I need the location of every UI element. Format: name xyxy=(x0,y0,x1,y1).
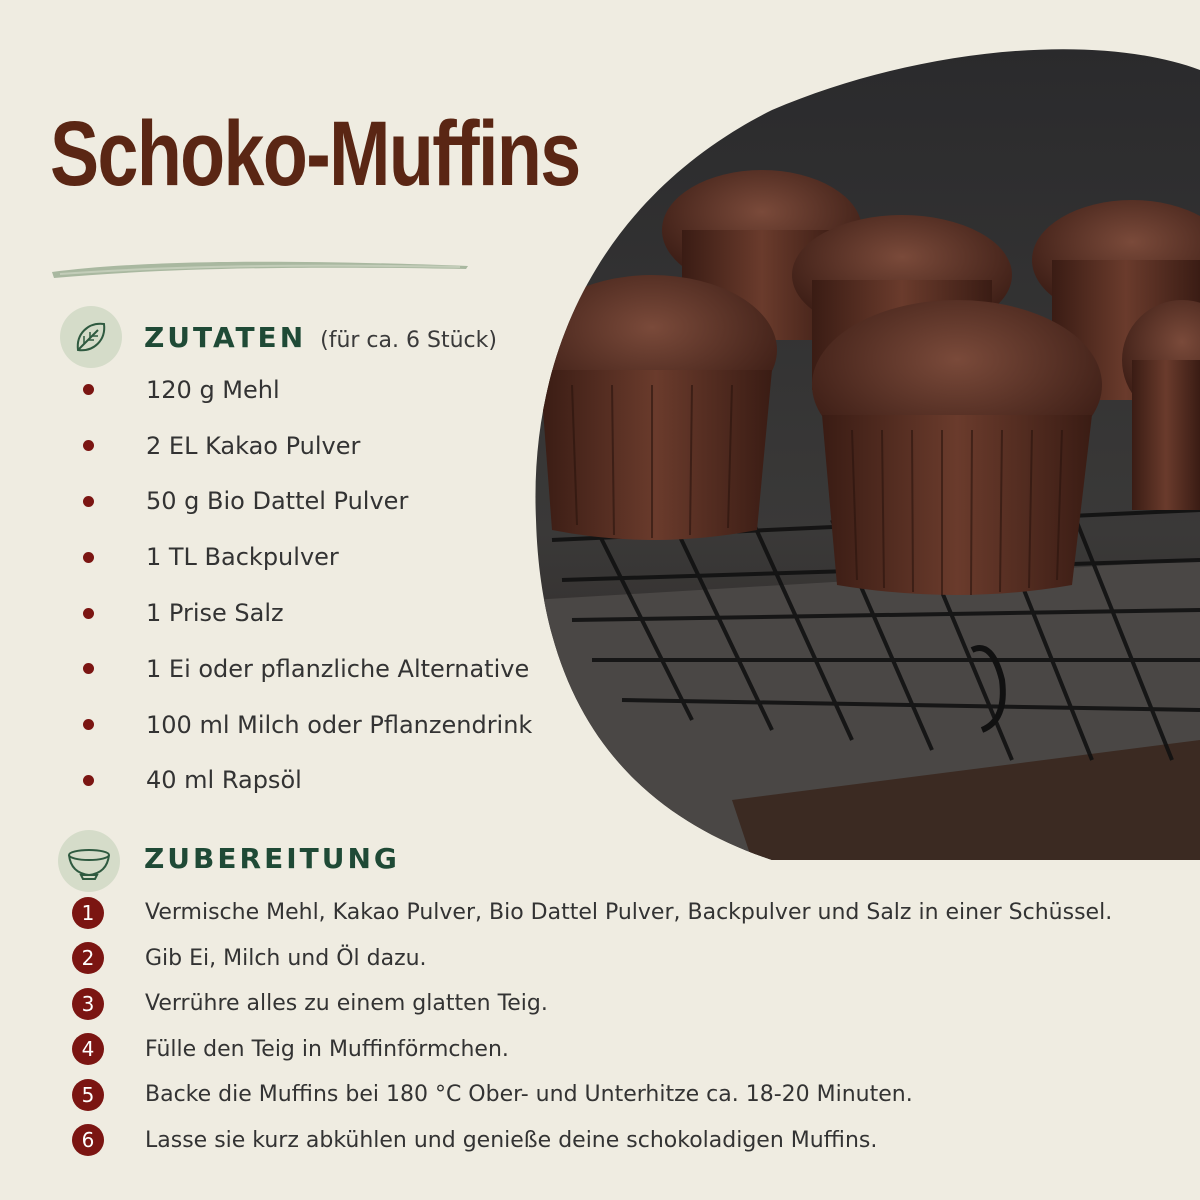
bullet-dot xyxy=(83,608,94,619)
page-title: Schoko-Muffins xyxy=(50,103,580,205)
ingredient-text: 120 g Mehl xyxy=(146,375,280,404)
step-number-badge: 1 xyxy=(72,897,104,929)
ingredient-text: 40 ml Rapsöl xyxy=(146,766,302,795)
bowl-icon xyxy=(66,841,112,881)
ingredient-text: 100 ml Milch oder Pflanzendrink xyxy=(146,710,533,739)
step-number-badge: 2 xyxy=(72,942,104,974)
bullet-dot xyxy=(83,496,94,507)
step-text: Backe die Muffins bei 180 °C Ober- und Unterhitze ca. 18-20 Minuten. xyxy=(145,1082,913,1108)
muffin-photo xyxy=(532,40,1200,860)
bullet-dot xyxy=(83,775,94,786)
brush-stroke-divider xyxy=(50,252,470,282)
step-number-badge: 3 xyxy=(72,988,104,1020)
ingredients-icon-circle xyxy=(60,306,122,368)
preparation-heading: ZUBEREITUNG xyxy=(144,842,400,875)
list-item xyxy=(0,981,1200,1027)
list-item xyxy=(0,1118,1200,1164)
step-number-badge: 5 xyxy=(72,1079,104,1111)
step-text: Verrühre alles zu einem glatten Teig. xyxy=(145,991,548,1017)
list-item xyxy=(0,1072,1200,1118)
ingredients-heading xyxy=(144,321,497,354)
bullet-dot xyxy=(83,719,94,730)
step-text: Fülle den Teig in Muffinförmchen. xyxy=(145,1036,509,1062)
ingredient-text: 1 TL Backpulver xyxy=(146,543,339,572)
step-text: Gib Ei, Milch und Öl dazu. xyxy=(145,945,427,971)
leaf-icon xyxy=(72,318,110,356)
ingredients-yield-note: (für ca. 6 Stück) xyxy=(320,328,497,353)
bullet-dot xyxy=(83,663,94,674)
bullet-dot xyxy=(83,384,94,395)
ingredient-text: 1 Ei oder pflanzliche Alternative xyxy=(146,654,530,683)
step-text: Lasse sie kurz abkühlen und genieße deine schokoladigen Muffins. xyxy=(145,1127,878,1153)
list-item xyxy=(0,1027,1200,1073)
list-item xyxy=(0,890,1200,936)
ingredient-text: 2 EL Kakao Pulver xyxy=(146,431,361,460)
ingredient-text: 50 g Bio Dattel Pulver xyxy=(146,487,409,516)
preparation-steps xyxy=(0,890,1200,1163)
ingredients-heading-text: ZUTATEN xyxy=(144,321,307,354)
step-text: Vermische Mehl, Kakao Pulver, Bio Dattel Pulver, Backpulver und Salz in einer Schüssel. xyxy=(145,900,1113,926)
ingredient-text: 1 Prise Salz xyxy=(146,599,284,628)
list-item xyxy=(0,936,1200,982)
step-number-badge: 6 xyxy=(72,1124,104,1156)
preparation-icon-circle xyxy=(58,830,120,892)
bullet-dot xyxy=(83,552,94,563)
step-number-badge: 4 xyxy=(72,1033,104,1065)
bullet-dot xyxy=(83,440,94,451)
